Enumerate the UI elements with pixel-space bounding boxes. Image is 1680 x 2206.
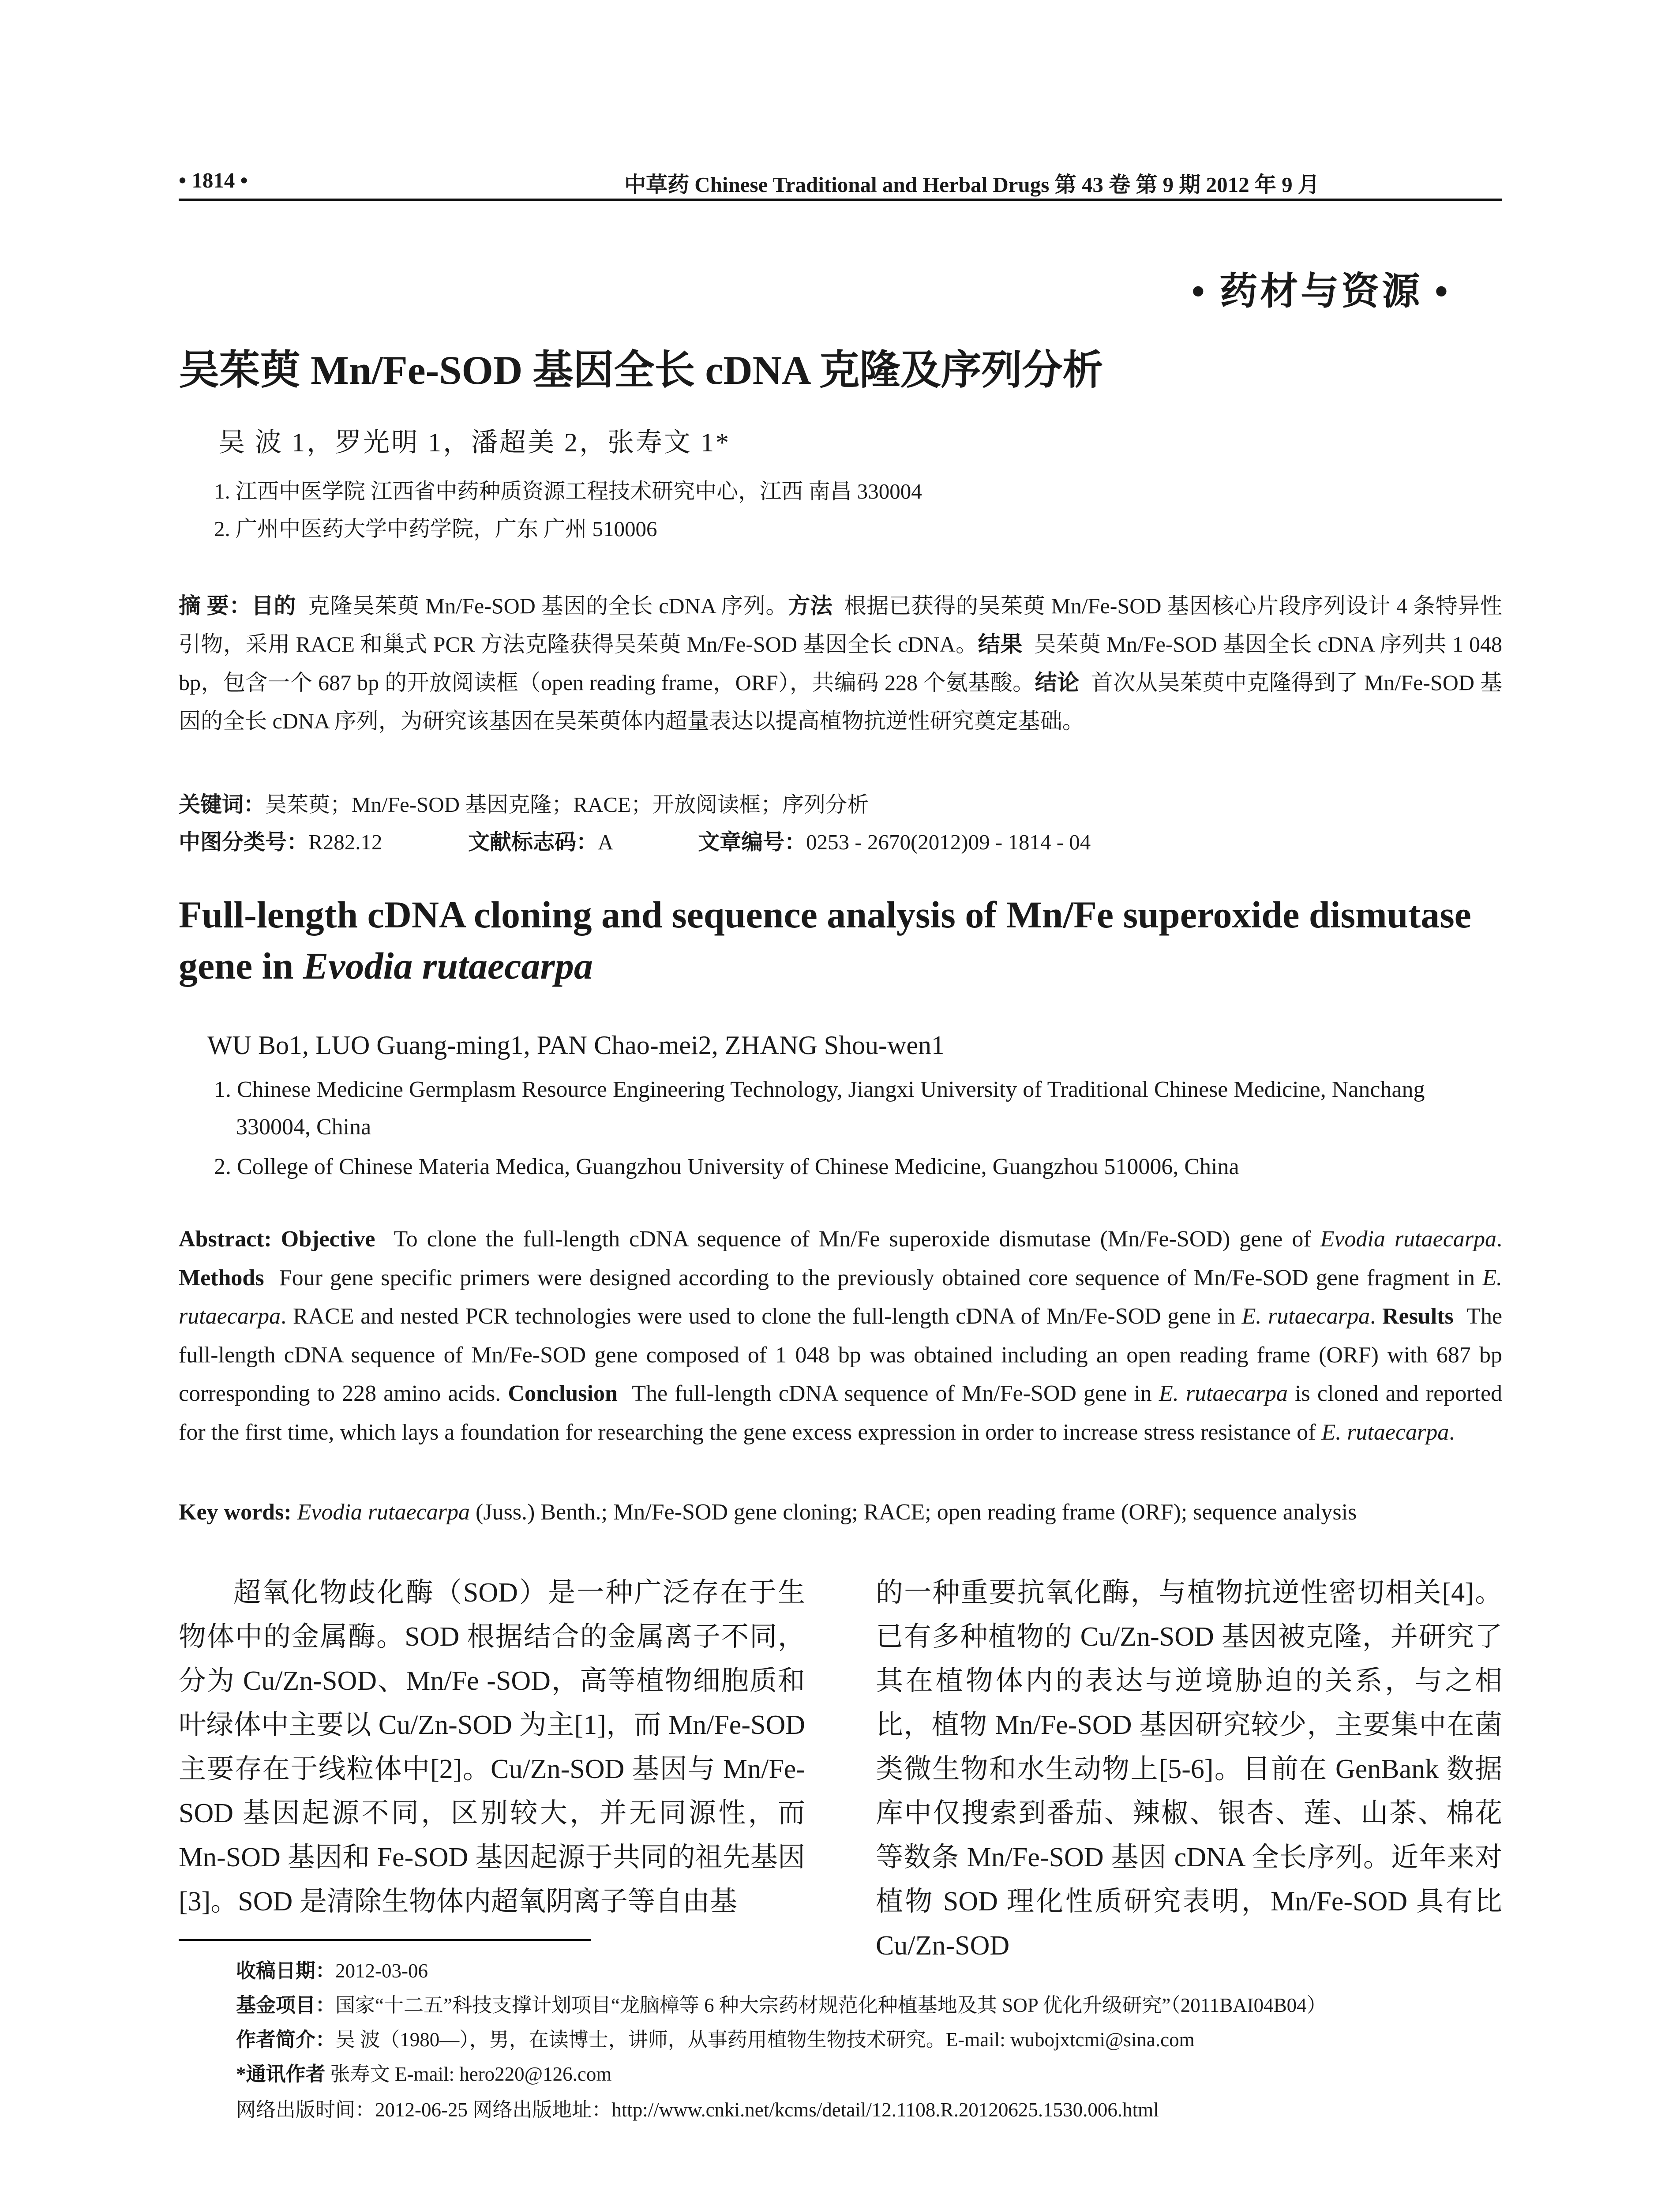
footnote-online [236, 2093, 1159, 2122]
abstract-en-species-short-2: E. rutaecarpa [1241, 1304, 1370, 1329]
footnote-received [236, 1955, 428, 1983]
clc-value: R282.12 [308, 830, 382, 854]
fn-label: 作者简介： [236, 2029, 336, 2051]
article-value: 0253 - 2670(2012)09 - 1814 - 04 [806, 830, 1091, 854]
methods-label: 方法 [788, 593, 833, 618]
conclusion-label: 结论 [1035, 670, 1080, 695]
abstract-en-results: The full-length cDNA sequence of Mn/Fe-SOD gene composed of 1 048 bp was obtained including an open reading frame (ORF) with 687 bp corresponding to 228 amino acids. [179, 1304, 1503, 1406]
methods-text: 根据已获得的吴茱萸 Mn/Fe-SOD 基因核心片段序列设计 4 条特异性引物，采用 RACE 和巢式 PCR 方法克隆获得吴茱萸 Mn/Fe-SOD 基因全长 cDNA。 [179, 593, 1503, 657]
abstract-en-species-short-3: E. rutaecarpa [1159, 1381, 1288, 1406]
section-label: • 药材与资源 • [1191, 270, 1451, 312]
abstract-en-species: Evodia rutaecarpa [1320, 1227, 1497, 1252]
fn-label: 收稿日期： [236, 1960, 336, 1982]
footnote-rule [179, 1939, 591, 1941]
title-en-species: Evodia rutaecarpa [303, 945, 593, 987]
keywords-en-label: Key words: [179, 1500, 292, 1525]
running-header [179, 168, 1501, 195]
title-en-line1: Full-length cDNA cloning and sequence analysis of Mn/Fe superoxide dismutase [179, 893, 1471, 936]
affiliation-en-2: 2. College of Chinese Materia Medica, Guangzhou University of Chinese Medicine, Guangzhou 510006, China [214, 1154, 1239, 1179]
authors-chinese: 吴 波 1，罗光明 1，潘超美 2，张寿文 1* [218, 428, 731, 457]
affiliation-en-1: 1. Chinese Medicine Germplasm Resource Engineering Technology, Jiangxi University of Traditional Chinese Medicine, Nanchang [214, 1077, 1425, 1102]
footnote-correspondence [236, 2058, 611, 2086]
header-rule [179, 199, 1502, 201]
footnote-author [236, 2023, 1195, 2052]
body-column-1: 超氧化物歧化酶（SOD）是一种广泛存在于生物体中的金属酶。SOD 根据结合的金属离子不同，分为 Cu/Zn-SOD、Mn/Fe -SOD，高等植物细胞质和叶绿体中主要以 Cu/Zn-SOD 为主[1]，而 Mn/Fe-SOD 主要存在于线粒体中[2]。Cu/Zn-SOD 基因与 Mn/Fe-SOD 基因起源不同，区别较大，并无同源性，而 Mn-SOD 基因和 Fe-SOD 基因起源于共同的祖先基因[3]。SOD 是清除生物体内超氧阴离子等自由基 [179, 1578, 805, 1917]
fn-text: 吴 波（1980—），男，在读博士，讲师，从事药用植物生物技术研究。E-mail: wubojxtcmi@sina.com [335, 2029, 1195, 2051]
body-column-2: 的一种重要抗氧化酶，与植物抗逆性密切相关[4]。已有多种植物的 Cu/Zn-SOD 基因被克隆，并研究了其在植物体内的表达与逆境胁迫的关系，与之相比，植物 Mn/Fe-SOD 基因研究较少，主要集中在菌类微生物和水生动物上[5-6]。目前在 GenBank 数据库中仅搜索到番茄、辣椒、银杏、莲、山茶、棉花等数条 Mn/Fe-SOD 基因 cDNA 全长序列。近年来对植物 SOD 理化性质研究表明，Mn/Fe-SOD 具有比 Cu/Zn-SOD [876, 1578, 1502, 1961]
abstract-en-methods-1: Four gene specific primers were designed according to the previously obtained core sequence of Mn/Fe-SOD gene fragment in [279, 1265, 1475, 1291]
title-english [179, 889, 1502, 991]
affiliation-cn-1: 1. 江西中医学院 江西省中药种质资源工程技术研究中心，江西 南昌 330004 [214, 479, 922, 503]
keywords-cn-label: 关键词： [179, 792, 266, 817]
keywords-cn-text: 吴茱萸；Mn/Fe-SOD 基因克隆；RACE；开放阅读框；序列分析 [265, 792, 869, 817]
keywords-chinese [179, 788, 869, 818]
objective-text: 克隆吴茱萸 Mn/Fe-SOD 基因的全长 cDNA 序列。 [308, 593, 788, 618]
abstract-en-results-label: Results [1382, 1304, 1454, 1329]
affiliation-en-1b: 330004, China [236, 1114, 371, 1140]
abstract-en-objective: To clone the full-length cDNA sequence of Mn/Fe superoxide dismutase (Mn/Fe-SOD) gene of [394, 1227, 1311, 1252]
fn-text: 2012-06-25 网络出版地址：http://www.cnki.net/kcms/detail/12.1108.R.20120625.1530.006.html [375, 2099, 1159, 2121]
abstract-en-methods-2: . RACE and nested PCR technologies were used to clone the full-length cDNA of Mn/Fe-SOD gene in [281, 1304, 1235, 1329]
title-chinese: 吴茱萸 Mn/Fe-SOD 基因全长 cDNA 克隆及序列分析 [179, 348, 1103, 393]
abstract-cn-label: 摘 要： [179, 593, 252, 618]
fn-label: *通讯作者 [236, 2063, 326, 2085]
results-text: 吴茱萸 Mn/Fe-SOD 基因全长 cDNA 序列共 1 048 bp，包含一个 687 bp 的开放阅读框（open reading frame，ORF），共编码 228 个氨基酸。 [179, 632, 1503, 695]
fn-text: 国家“十二五”科技支撑计划项目“龙脑樟等 6 种大宗药材规范化种植基地及其 SOP 优化升级研究”（2011BAI04B04） [335, 1994, 1327, 2016]
keywords-english [179, 1499, 1357, 1525]
clc-label: 中图分类号： [179, 830, 309, 854]
classification-line [179, 825, 1091, 856]
doc-label: 文献标志码： [468, 830, 598, 854]
title-en-prefix: gene in [179, 945, 303, 987]
fn-text: 2012-03-06 [335, 1960, 428, 1982]
abstract-en-species-short-1: E. rutaecarpa [179, 1265, 1503, 1329]
abstract-en-methods-label: Methods [179, 1265, 264, 1291]
affiliation-cn-2: 2. 广州中医药大学中药学院，广东 广州 510006 [214, 517, 657, 541]
doc-value: A [597, 830, 612, 854]
abstract-en-label: Abstract: Objective [179, 1227, 375, 1252]
abstract-en-conclusion-2: is cloned and reported for the first time, which lays a foundation for researching the gene excess expression in order to increase stress resistance of [179, 1381, 1503, 1445]
abstract-en-conclusion-label: Conclusion [508, 1381, 618, 1406]
objective-label: 目的 [251, 593, 296, 618]
fn-label: 网络出版时间： [236, 2099, 375, 2121]
authors-english: WU Bo1, LUO Guang-ming1, PAN Chao-mei2, ZHANG Shou-wen1 [207, 1031, 945, 1060]
results-label: 结果 [978, 632, 1023, 657]
conclusion-text: 首次从吴茱萸中克隆得到了 Mn/Fe-SOD 基因的全长 cDNA 序列，为研究该基因在吴茱萸体内超量表达以提高植物抗逆性研究奠定基础。 [179, 670, 1503, 733]
fn-text: 张寿文 E-mail: hero220@126.com [330, 2063, 612, 2085]
fn-label: 基金项目： [236, 1994, 336, 2016]
footnote-funding [236, 1989, 1327, 2018]
keywords-en-species: Evodia rutaecarpa [297, 1500, 470, 1525]
abstract-en-conclusion-1: The full-length cDNA sequence of Mn/Fe-SOD gene in [632, 1381, 1152, 1406]
journal-line: 中草药 Chinese Traditional and Herbal Drugs 第 43 卷 第 9 期 2012 年 9 月 [624, 173, 1320, 197]
abstract-en-species-short-4: E. rutaecarpa [1321, 1419, 1449, 1445]
abstract-chinese [179, 587, 1502, 740]
abstract-english: Abstract: Objective To clone the full-length cDNA sequence of Mn/Fe superoxide dismutase (Mn/Fe-SOD) gene of Evodia rutaecarpa. Methods Four gene specific primers were designed according to the previously obtained core sequence of Mn/Fe-SOD gene fragment in E. rutaecarpa. RACE and nested PCR technologies were used to clone the full-length cDNA of Mn/Fe-SOD gene in E. rutaecarpa. Results The full-length cDNA sequence of Mn/Fe-SOD gene composed of 1 048 bp was obtained including an open reading frame (ORF) with 687 bp corresponding to 228 amino acids. Conclusion The full-length cDNA sequence of Mn/Fe-SOD gene in E. rutaecarpa is cloned and reported for the first time, which lays a foundation for researching the gene excess expression in order to increase stress resistance of E. rutaecarpa. [179, 1227, 1503, 1445]
page-number: • 1814 • [179, 168, 248, 192]
keywords-en-rest: (Juss.) Benth.; Mn/Fe-SOD gene cloning; RACE; open reading frame (ORF); sequence analysis [476, 1500, 1357, 1525]
article-label: 文章编号： [698, 830, 806, 854]
